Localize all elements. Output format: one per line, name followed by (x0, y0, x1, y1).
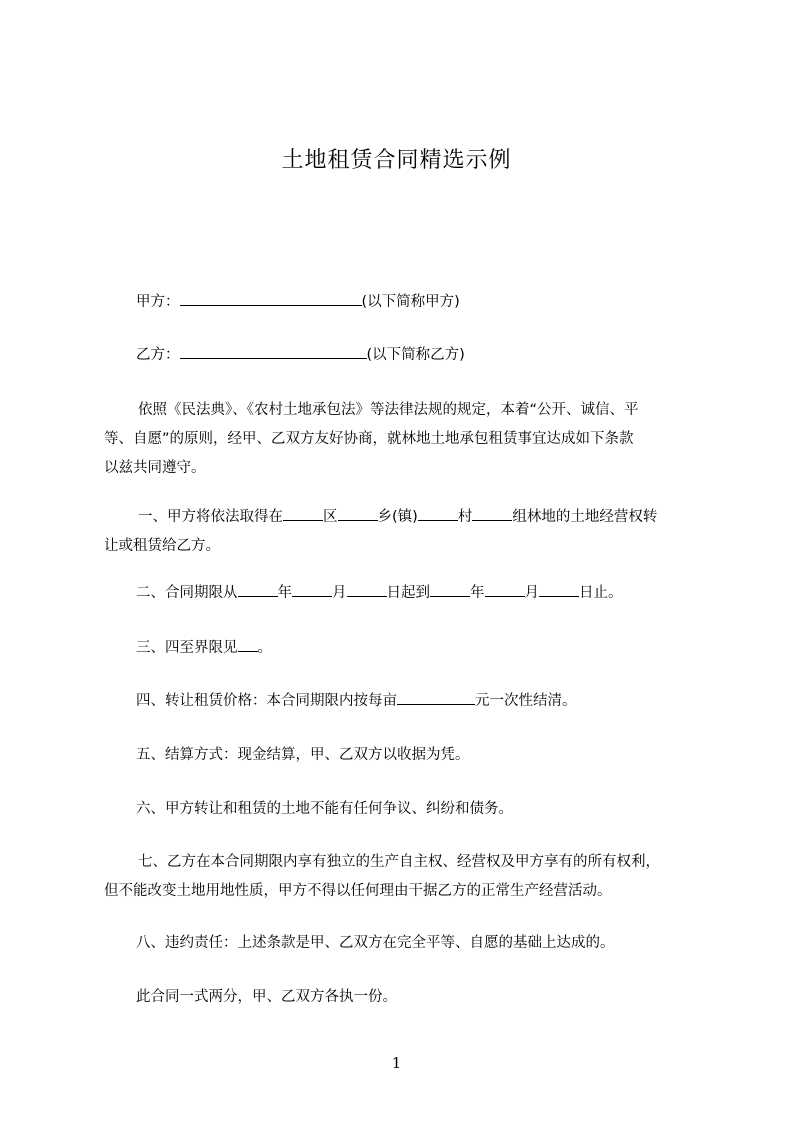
clause-2-day-from: 日起到 (386, 585, 430, 601)
clause-7-line-2: 但不能改变土地用地性质，甲方不得以任何理由干据乙方的正常生产经营活动。 (104, 883, 612, 899)
clause-1-group-text: 组林地的土地经营权转 (512, 509, 658, 525)
district-blank[interactable] (283, 505, 323, 521)
start-day-blank[interactable] (347, 581, 387, 597)
clause-1-prefix: 一、甲方将依法取得在 (138, 509, 283, 525)
clause-1-township: 乡(镇) (377, 509, 418, 525)
clause-3-prefix: 三、四至界限见 (136, 640, 238, 656)
start-month-blank[interactable] (292, 581, 332, 597)
clause-4-suffix: 元一次性结清。 (475, 693, 577, 709)
end-month-blank[interactable] (485, 581, 525, 597)
end-day-blank[interactable] (539, 581, 579, 597)
clause-8: 八、违约责任：上述条款是甲、乙双方在完全平等、自愿的基础上达成的。 (136, 935, 615, 951)
clause-1-village: 村 (457, 509, 473, 525)
clause-1-line-2: 让或租赁给乙方。 (104, 538, 220, 554)
party-b-line (136, 341, 736, 370)
preamble-paragraph (104, 396, 704, 483)
party-b-suffix: (以下简称乙方) (366, 347, 465, 363)
clause-1-district: 区 (323, 509, 338, 525)
preamble-line-2: 等、自愿”的原则，经甲、乙双方友好协商，就林地土地承包租赁事宜达成如下条款 (104, 431, 634, 447)
boundary-blank[interactable] (238, 636, 258, 652)
clause-2 (136, 579, 736, 608)
clause-2-year-2: 年 (470, 585, 485, 601)
clause-4-prefix: 四、转让租赁价格：本合同期限内按每亩 (136, 693, 397, 709)
clause-2-month-2: 月 (524, 585, 539, 601)
township-blank[interactable] (338, 505, 378, 521)
start-year-blank[interactable] (238, 581, 278, 597)
clause-7 (104, 848, 704, 906)
clause-1 (104, 503, 704, 561)
group-blank[interactable] (472, 505, 512, 521)
clause-5: 五、结算方式：现金结算，甲、乙双方以收据为凭。 (136, 747, 470, 763)
page-number: 1 (391, 1054, 402, 1072)
clause-2-year-1: 年 (277, 585, 292, 601)
clause-6: 六、甲方转让和租赁的土地不能有任何争议、纠纷和债务。 (136, 801, 513, 817)
party-a-blank[interactable] (180, 290, 362, 306)
price-per-mu-blank[interactable] (397, 689, 475, 705)
party-a-label: 甲方： (136, 294, 180, 310)
document-title: 土地租赁合同精选示例 (281, 148, 512, 173)
party-b-label: 乙方： (136, 347, 180, 363)
clause-3-end: 。 (257, 640, 272, 656)
party-a-suffix: (以下简称甲方) (361, 294, 460, 310)
clause-3 (136, 634, 736, 663)
clause-1-line-1 (104, 503, 704, 532)
party-b-blank[interactable] (180, 343, 367, 359)
preamble-line-3: 以兹共同遵守。 (104, 460, 206, 476)
party-a-line (136, 288, 736, 317)
closing-statement: 此合同一式两分，甲、乙双方各执一份。 (136, 989, 397, 1005)
clause-2-prefix: 二、合同期限从 (136, 585, 238, 601)
clause-4 (136, 687, 736, 716)
end-year-blank[interactable] (430, 581, 470, 597)
village-blank[interactable] (418, 505, 458, 521)
clause-7-line-1: 七、乙方在本合同期限内享有独立的生产自主权、经营权及甲方享有的所有权利， (138, 854, 660, 870)
clause-2-day-end: 日止。 (579, 585, 623, 601)
clause-2-month-1: 月 (332, 585, 347, 601)
preamble-line-1: 依照《民法典》、《农村土地承包法》等法律法规的规定，本着“公开、诚信、平 (138, 402, 639, 418)
